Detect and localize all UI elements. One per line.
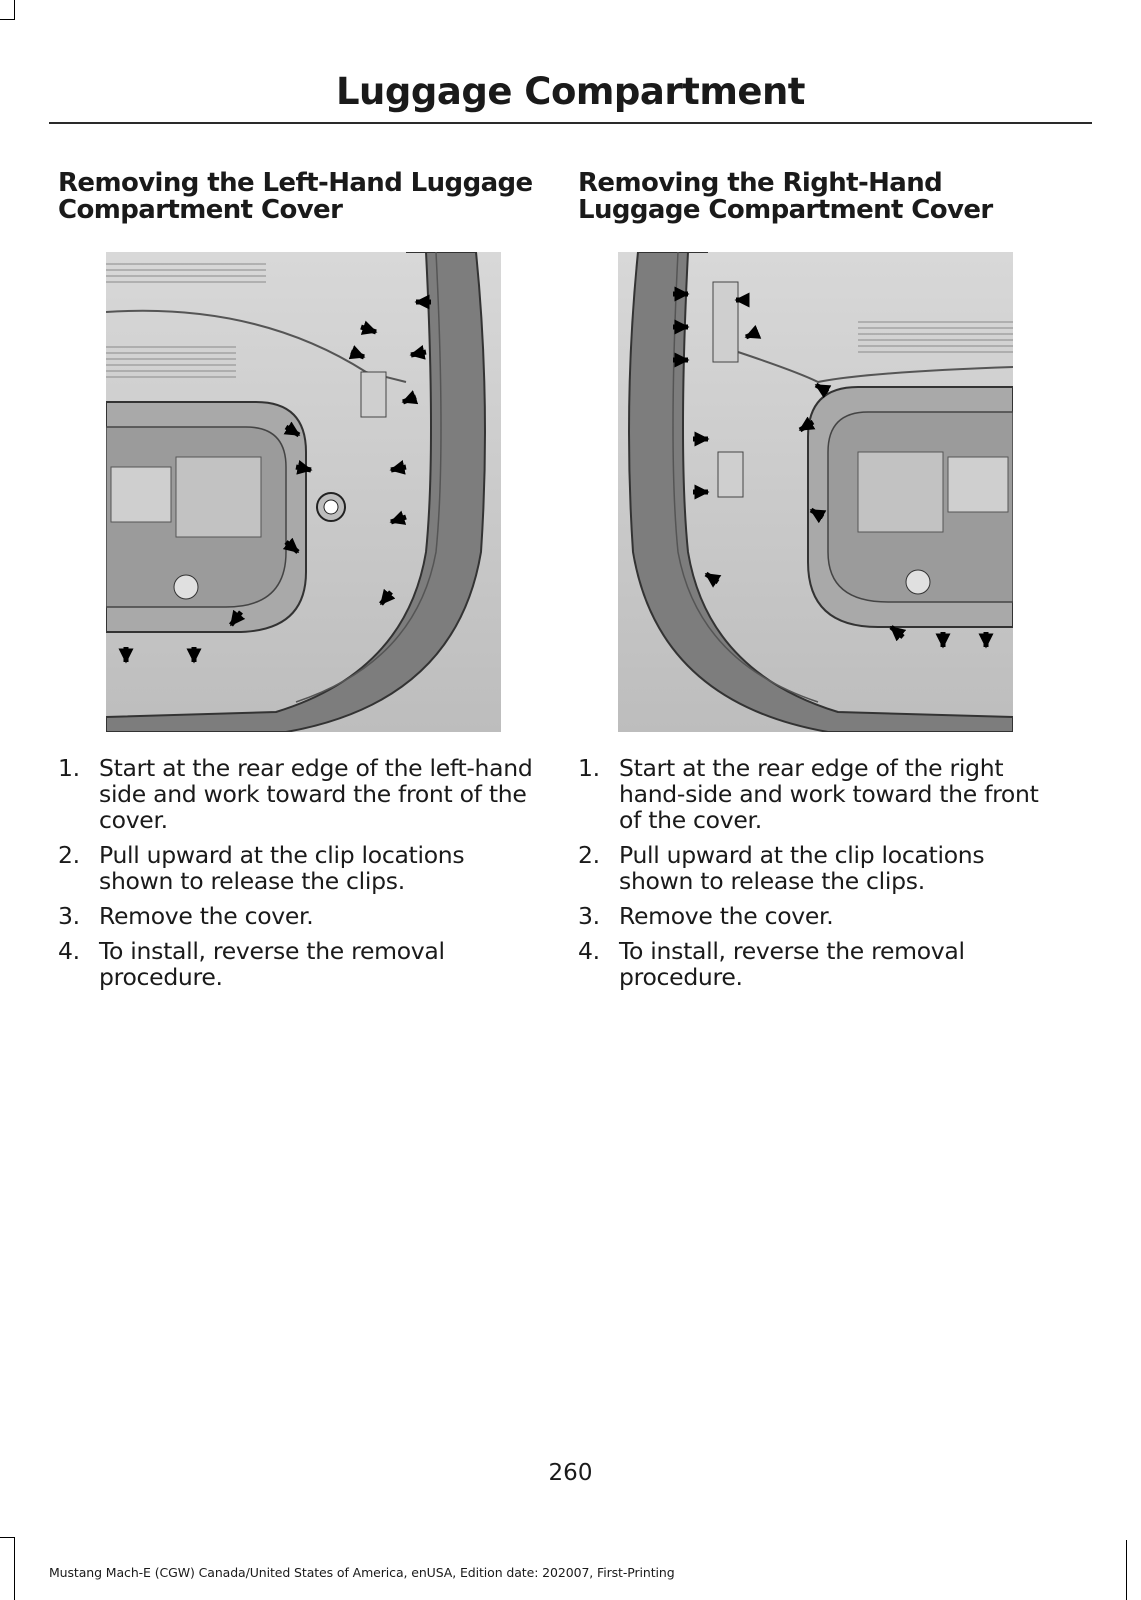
list-item: 4. To install, reverse the removal procedure. (578, 937, 965, 991)
list-item: 3. Remove the cover. (578, 902, 834, 930)
steps-list-right (578, 755, 1058, 999)
left-hand-cover-section (58, 168, 538, 991)
footer-edition-info: Mustang Mach-E (CGW) Canada/United States of America, enUSA, Edition date: 202007, First-Printing (49, 1565, 675, 1580)
crop-mark-bottom-left-vertical (14, 1537, 15, 1600)
crop-mark-bottom-left-horizontal (0, 1537, 15, 1538)
luggage-cover-right-clip-diagram-icon (618, 252, 1013, 732)
crop-mark-top-left-horizontal (0, 19, 15, 20)
list-item: 3. Remove the cover. (58, 902, 314, 930)
title-divider (49, 122, 1092, 124)
steps-list-left (58, 755, 538, 999)
list-item: 2. Pull upward at the clip locations shown to release the clips. (58, 841, 465, 895)
list-item: 4. To install, reverse the removal procedure. (58, 937, 445, 991)
luggage-cover-left-clip-diagram-icon (106, 252, 501, 732)
list-item: 2. Pull upward at the clip locations shown to release the clips. (578, 841, 985, 895)
crop-mark-bottom-right-vertical (1126, 1540, 1127, 1600)
list-item: 1. Start at the rear edge of the right hand-side and work toward the front of the cover. (578, 754, 1039, 834)
list-item: 1. Start at the rear edge of the left-hand side and work toward the front of the cover. (58, 754, 533, 834)
crop-mark-top-left-vertical (14, 0, 15, 19)
page-title: Luggage Compartment (335, 70, 805, 113)
page-number: 260 (548, 1460, 593, 1486)
right-hand-cover-section (578, 168, 1058, 991)
section-heading-left: Removing the Left-Hand Luggage Compartment Cover (58, 168, 533, 225)
section-heading-right: Removing the Right-Hand Luggage Compartment Cover (578, 168, 993, 225)
